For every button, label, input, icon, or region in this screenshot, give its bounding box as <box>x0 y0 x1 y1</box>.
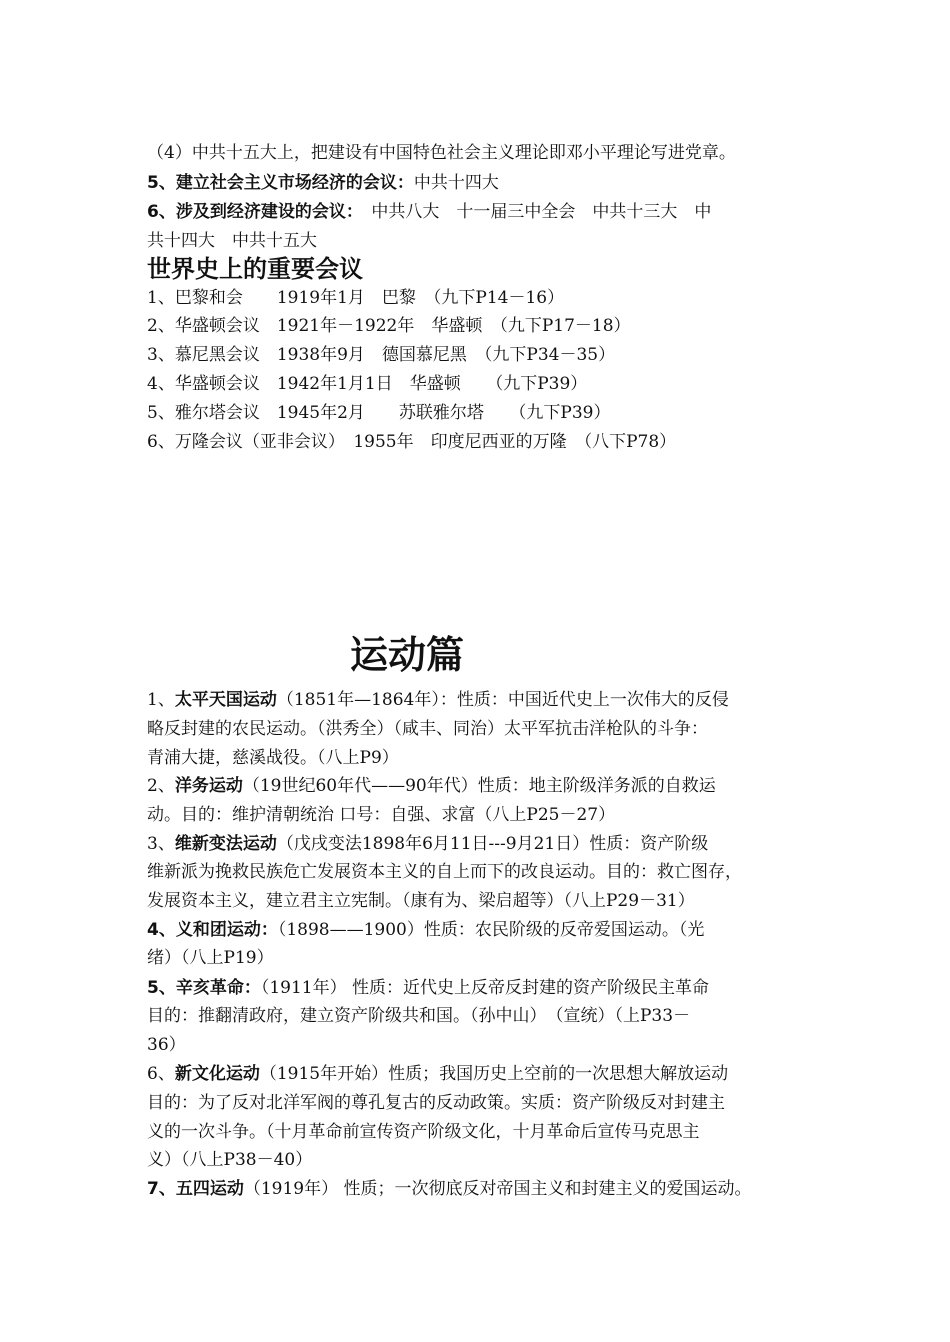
movement-2-cont: 动。目的：维护清朝统治 口号：自强、求富（八上P25－27） <box>147 805 616 825</box>
movement-6-cont: 义）（八上P38－40） <box>147 1150 313 1170</box>
movement-name: 4、义和团运动： <box>147 920 278 940</box>
world-item: 1、巴黎和会 1919年1月 巴黎 （九下P14－16） <box>147 288 565 308</box>
movement-text: （1851年—1864年）：性质：中国近代史上一次伟大的反侵 <box>276 690 729 710</box>
movement-3-cont: 维新派为挽救民族危亡发展资本主义的自上而下的改良运动。目的：救亡图存， <box>147 862 742 882</box>
line-market-economy <box>147 171 827 195</box>
movement-name: 7、五四运动 <box>147 1179 244 1199</box>
bold-heading: 5、建立社会主义市场经济的会议： <box>147 173 414 193</box>
world-item: 6、万隆会议（亚非会议） 1955年 印度尼西亚的万隆 （八下P78） <box>147 432 677 452</box>
movement-5 <box>147 976 827 1000</box>
movement-4 <box>147 918 827 942</box>
line-text: 中共八大 十一届三中全会 中共十三大 中 <box>354 202 712 222</box>
item-number: 2、 <box>147 776 175 796</box>
movement-6 <box>147 1062 827 1086</box>
item-number: 6、 <box>147 1064 175 1084</box>
movement-text: （19世纪60年代——90年代）性质：地主阶级洋务派的自救运 <box>242 776 716 796</box>
movement-name: 太平天国运动 <box>174 690 277 710</box>
movement-7 <box>147 1177 827 1201</box>
world-meetings-title: 世界史上的重要会议 <box>147 255 363 283</box>
movement-text: （1911年） 性质：近代史上反帝反封建的资产阶级民主革命 <box>260 978 710 998</box>
world-item: 4、华盛顿会议 1942年1月1日 华盛顿 （九下P39） <box>147 374 588 394</box>
movement-1 <box>147 688 827 712</box>
movement-1-cont: 青浦大捷，慈溪战役。（八上P9） <box>147 748 399 768</box>
movement-5-cont: 目的：推翻清政府，建立资产阶级共和国。（孙中山） （宣统）（上P33－ <box>147 1006 691 1026</box>
line-text: 中共十四大 <box>413 173 499 193</box>
bold-heading: 6、涉及到经济建设的会议： <box>147 202 355 222</box>
movement-5-cont: 36） <box>147 1035 186 1055</box>
movement-text: （1915年开始）性质；我国历史上空前的一次思想大解放运动 <box>259 1064 729 1084</box>
world-item: 3、慕尼黑会议 1938年9月 德国慕尼黑 （九下P34－35） <box>147 345 616 365</box>
movement-3-cont: 发展资本主义，建立君主立宪制。（康有为、梁启超等）（八上P29－31） <box>147 891 695 911</box>
movement-name: 5、辛亥革命： <box>147 978 261 998</box>
movement-4-cont: 绪）（八上P19） <box>147 948 274 968</box>
movement-name: 洋务运动 <box>174 776 243 796</box>
movement-6-cont: 目的：为了反对北洋军阀的尊孔复古的反动政策。实质：资产阶级反对封建主 <box>147 1093 725 1113</box>
movement-name: 维新变法运动 <box>174 834 277 854</box>
movement-name: 新文化运动 <box>174 1064 260 1084</box>
movement-3 <box>147 832 827 856</box>
world-item: 2、华盛顿会议 1921年－1922年 华盛顿 （九下P17－18） <box>147 316 631 336</box>
movement-1-cont: 略反封建的农民运动。（洪秀全）（咸丰、同治）太平军抗击洋枪队的斗争： <box>147 719 708 739</box>
movement-6-cont: 义的一次斗争。（十月革命前宣传资产阶级文化，十月革命后宣传马克思主 <box>147 1122 700 1142</box>
movement-text: （戊戌变法1898年6月11日---9月21日）性质：资产阶级 <box>276 834 709 854</box>
item-number: 3、 <box>147 834 175 854</box>
world-item: 5、雅尔塔会议 1945年2月 苏联雅尔塔 （九下P39） <box>147 403 611 423</box>
line-economic-meetings <box>147 200 827 224</box>
movements-title: 运动篇 <box>350 633 465 677</box>
line-cpc-15th: （4）中共十五大上，把建设有中国特色社会主义理论即邓小平理论写进党章。 <box>147 143 736 163</box>
movement-2 <box>147 774 827 798</box>
movement-text: （1919年） 性质；一次彻底反对帝国主义和封建主义的爱国运动。 <box>243 1179 752 1199</box>
movement-text: （1898——1900）性质：农民阶级的反帝爱国运动。（光 <box>277 920 705 940</box>
line-economic-meetings-cont: 共十四大 中共十五大 <box>147 231 317 251</box>
item-number: 1、 <box>147 690 175 710</box>
